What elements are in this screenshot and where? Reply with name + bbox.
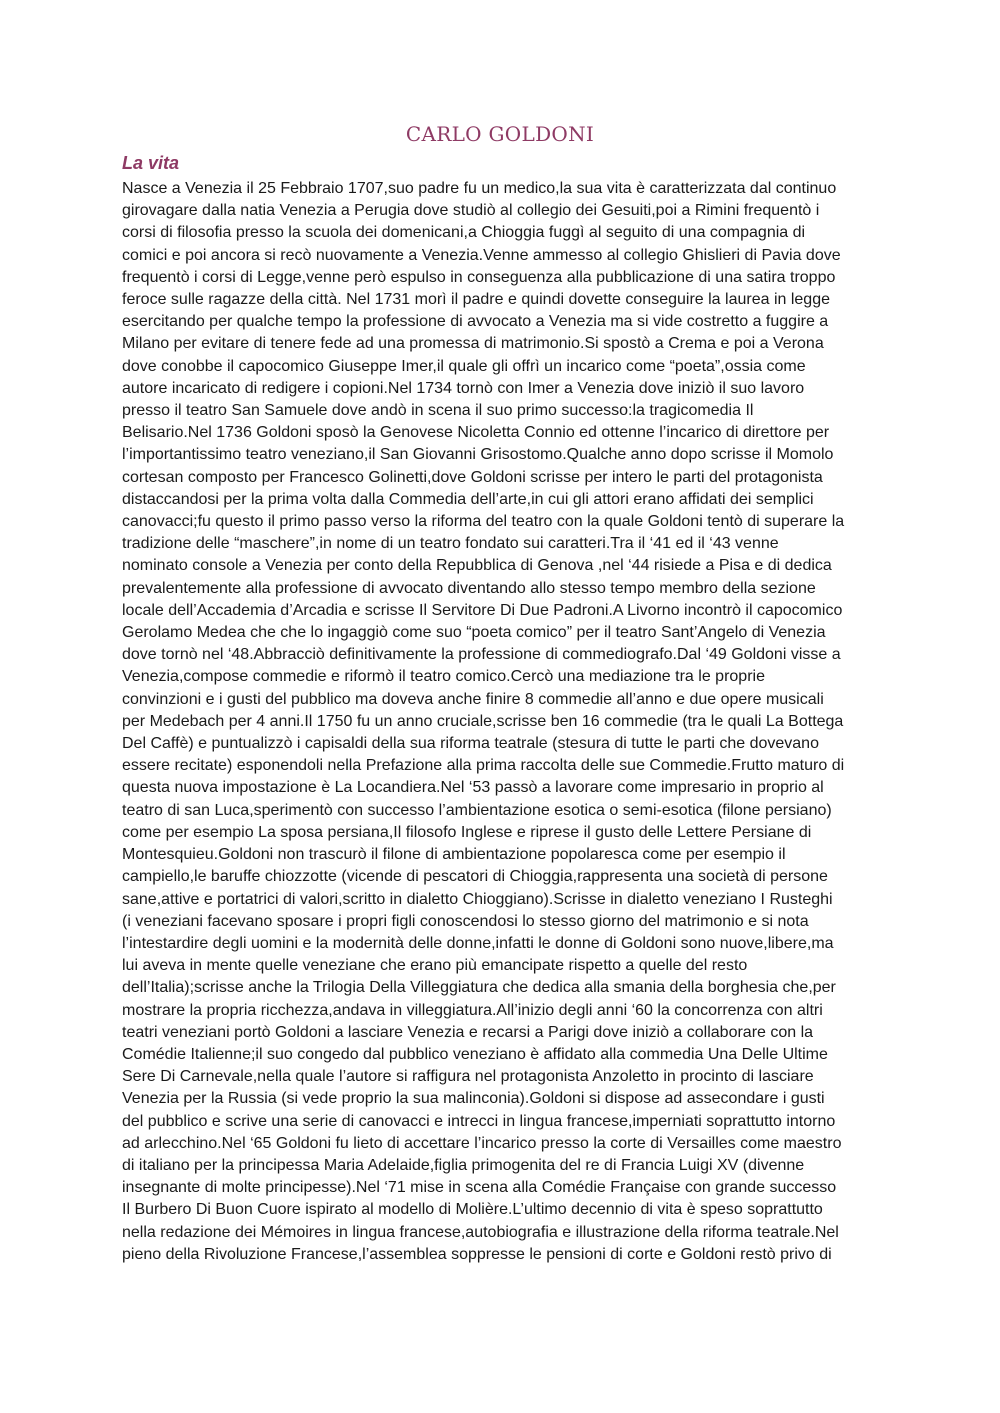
text-line: del pubblico e scrive una serie di canovacci e intrecci in lingua francese,imperniati soprattutto intorno [122, 1112, 836, 1130]
text-line: esercitando per qualche tempo la professione di avvocato a Venezia ma si vide costretto a fuggire a [122, 313, 829, 331]
body-paragraph [122, 178, 880, 1266]
text-line: questa nuova impostazione è La Locandiera.Nel ‘53 passò a lavorare come impresario in proprio al [122, 779, 824, 797]
text-line: Del Caffè) e puntualizzò i capisaldi della sua riforma teatrale (stesura di tutte le parti che dovevano [122, 735, 819, 753]
text-line: girovagare dalla natia Venezia a Perugia dove studiò al collegio dei Gesuiti,poi a Rimini frequentò i [122, 202, 820, 220]
text-line: convinzioni e i gusti del pubblico ma doveva anche finire 8 commedie all’anno e due opere musicali [122, 690, 824, 708]
text-line: canovacci;fu questo il primo passo verso la riforma del teatro con la quale Goldoni tentò di superare la [122, 513, 845, 531]
text-line: tradizione delle “maschere”,in nome di un teatro fondato sui caratteri.Tra il ‘41 ed il ‘43 venne [122, 535, 779, 553]
text-line: Il Burbero Di Buon Cuore ispirato al modello di Molière.L’ultimo decennio di vita è speso soprattutto [122, 1201, 823, 1219]
text-line: pieno della Rivoluzione Francese,l’assemblea soppresse le pensioni di corte e Goldoni restò privo di [122, 1245, 832, 1263]
text-line: Milano per evitare di tenere fede ad una promessa di matrimonio.Si spostò a Crema e poi a Verona [122, 335, 824, 353]
text-line: Comédie Italienne;il suo congedo dal pubblico veneziano è affidato alla commedia Una Delle Ultime [122, 1045, 828, 1063]
text-line: Gerolamo Medea che che lo ingaggiò come suo “poeta comico” per il teatro Sant’Angelo di Venezia [122, 624, 826, 642]
text-line: Belisario.Nel 1736 Goldoni sposò la Genovese Nicoletta Connio ed ottenne l’incarico di direttore per [122, 424, 830, 442]
text-line: frequentò i corsi di Legge,venne però espulso in conseguenza alla pubblicazione di una satira troppo [122, 268, 836, 286]
text-line: presso il teatro San Samuele dove andò in scena il suo primo successo:la tragicomedia Il [122, 402, 754, 420]
text-line: dove conobbe il capocomico Giuseppe Imer,il quale gli offrì un incarico come “poeta”,ossia come [122, 357, 806, 375]
text-line: mostrare la propria ricchezza,andava in villeggiatura.All’inizio degli anni ‘60 la concorrenza con altri [122, 1001, 823, 1019]
text-line: dell’Italia);scrisse anche la Trilogia Della Villeggiatura che dedica alla smania della borghesia che,per [122, 979, 836, 997]
text-line: l’intestardire degli uomini e la modernità delle donne,infatti le donne di Goldoni sono nuove,libere,ma [122, 934, 834, 952]
text-line: insegnante di molte principesse).Nel ‘71 mise in scena alla Comédie Française con grande successo [122, 1179, 837, 1197]
text-line: locale dell’Accademia d’Arcadia e scrisse Il Servitore Di Due Padroni.A Livorno incontrò il capocomico [122, 601, 843, 619]
document-title: CARLO GOLDONI [405, 122, 595, 146]
text-line: come per esempio La sposa persiana,Il filosofo Inglese e riprese il gusto delle Lettere Persiane di [122, 823, 812, 841]
text-line: (i veneziani facevano sposare i propri figli conoscendosi lo stesso giorno del matrimonio e si nota [122, 912, 809, 930]
text-line: autore incaricato di redigere i copioni.Nel 1734 tornò con Imer a Venezia dove iniziò il suo lavoro [122, 379, 805, 397]
text-line: Venezia per la Russia (si vede proprio la sua malinconia).Goldoni si dispose ad assecondare i gusti [122, 1090, 825, 1108]
text-line: teatri veneziani portò Goldoni a lasciare Venezia e recarsi a Parigi dove iniziò a collaborare con la [122, 1023, 814, 1041]
text-line: per Medebach per 4 anni.Il 1750 fu un anno cruciale,scrisse ben 16 commedie (tra le quali La Bottega [122, 712, 844, 730]
text-line: ad arlecchino.Nel ‘65 Goldoni fu lieto di accettare l’incarico presso la corte di Versailles come maestro [122, 1134, 842, 1152]
text-line: Nasce a Venezia il 25 Febbraio 1707,suo padre fu un medico,la sua vita è caratterizzata dal continuo [122, 180, 837, 197]
text-line: nominato console a Venezia per conto della Repubblica di Genova ,nel ‘44 risiede a Pisa e di dedica [122, 557, 832, 575]
text-line: nella redazione dei Mémoires in lingua francese,autobiografia e illustrazione della riforma teatrale.Nel [122, 1223, 839, 1241]
text-line: essere recitate) esponendoli nella Prefazione alla prima raccolta delle sue Commedie.Frutto maturo di [122, 757, 845, 775]
text-line: comici e poi ancora si recò nuovamente a Venezia.Venne ammesso al collegio Ghislieri di Pavia dove [122, 246, 841, 264]
text-line: lui aveva in mente quelle veneziane che erano più emancipate rispetto a quelle del resto [122, 957, 748, 975]
text-line: campiello,le baruffe chiozzotte (vicende di pescatori di Chioggia,rappresenta una società di persone [122, 868, 828, 886]
text-line: distaccandosi per la prima volta dalla Commedia dell’arte,in cui gli attori erano affidati dei semplici [122, 490, 814, 508]
text-line: l’importantissimo teatro veneziano,il San Giovanni Grisostomo.Qualche anno dopo scrisse il Momolo [122, 446, 834, 464]
text-line: Venezia,compose commedie e riformò il teatro comico.Cercò una mediazione tra le proprie [122, 668, 765, 686]
text-line: feroce sulle ragazze della città. Nel 1731 morì il padre e quindi dovette conseguire la laurea in legge [122, 291, 830, 309]
text-line: corsi di filosofia presso la scuola dei domenicani,a Chioggia fuggì al seguito di una compagnia di [122, 224, 806, 242]
text-line: sane,attive e portatrici di valori,scritto in dialetto Chioggiano).Scrisse in dialetto veneziano I Rusteghi [122, 890, 833, 908]
text-line: dove tornò nel ‘48.Abbracciò definitivamente la professione di commediografo.Dal ‘49 Goldoni visse a [122, 646, 841, 664]
text-line: teatro di san Luca,sperimentò con successo l’ambientazione esotica o semi-esotica (filone persiano) [122, 801, 832, 819]
text-line: di italiano per la principessa Maria Adelaide,figlia primogenita del re di Francia Luigi XV (divenne [122, 1156, 805, 1174]
text-line: prevalentemente alla professione di avvocato diventando allo stesso tempo membro della sezione [122, 579, 816, 597]
text-line: Montesquieu.Goldoni non trascurò il filone di ambientazione popolaresca come per esempio il [122, 846, 786, 864]
text-line: cortesan composto per Francesco Golinetti,dove Goldoni scrisse per intero le parti del protagonista [122, 468, 823, 486]
text-line: Sere Di Carnevale,nella quale l’autore si raffigura nel protagonista Anzoletto in procinto di lasciare [122, 1068, 814, 1086]
section-heading: La vita [122, 153, 180, 173]
